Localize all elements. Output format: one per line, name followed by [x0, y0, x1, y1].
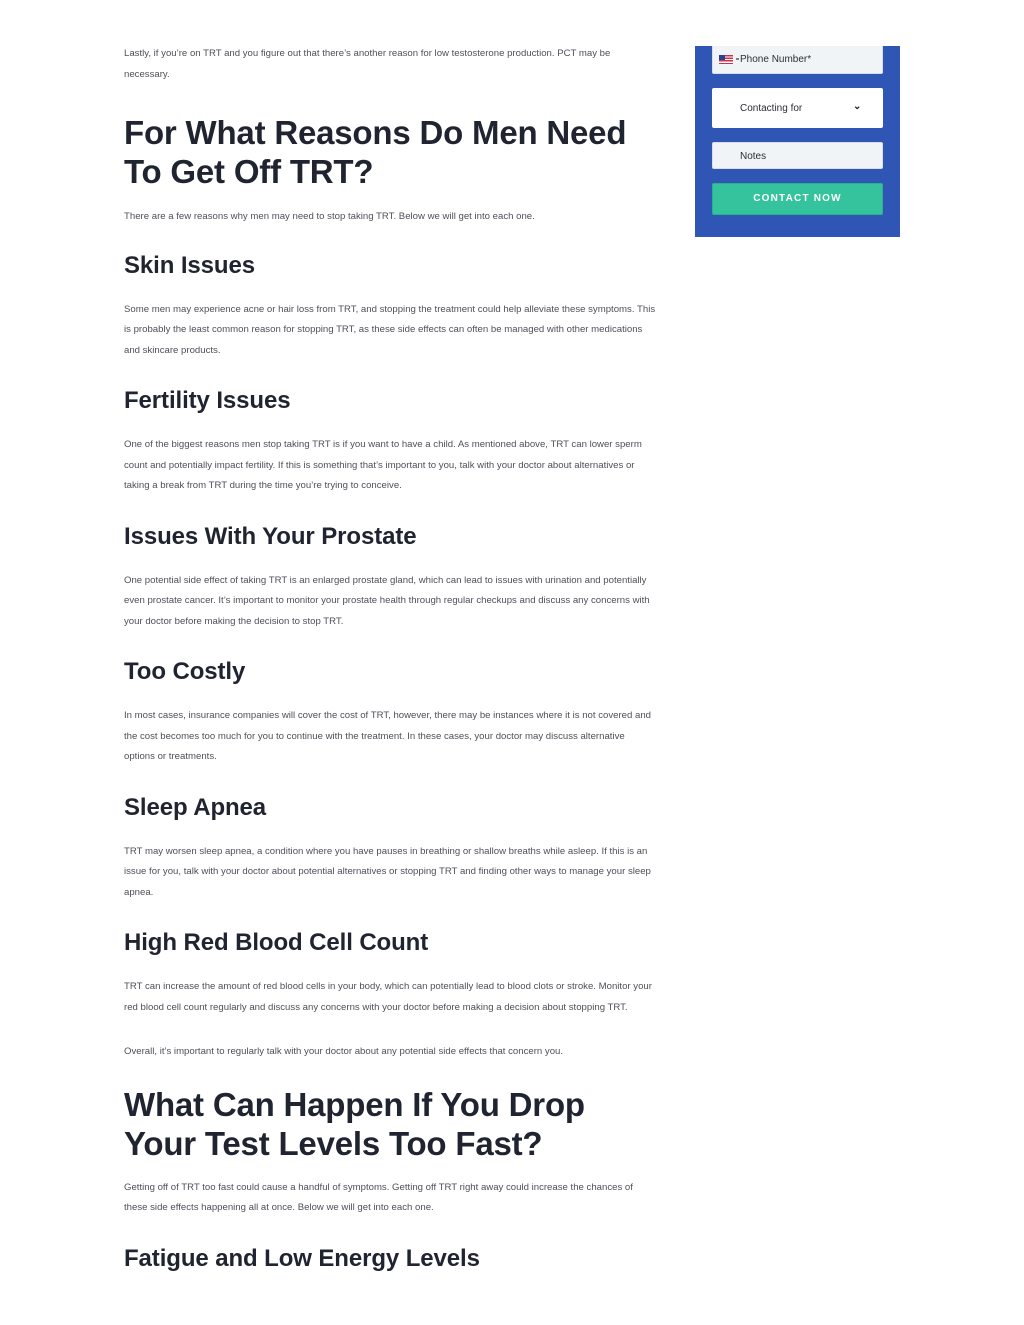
notes-placeholder: Notes — [740, 151, 767, 162]
heading-prostate-issues: Issues With Your Prostate — [124, 522, 417, 550]
fertility-paragraph: One of the biggest reasons men stop taking TRT is if you want to have a child. As mentioned above, TRT can lower sperm count and potentially impact fertility. If this is something that’s important to you, talk with your doctor about alternatives or taking a break from TRT during the time you’re trying to conceive. — [124, 439, 642, 491]
phone-field[interactable] — [712, 46, 883, 74]
heading-fatigue: Fatigue and Low Energy Levels — [124, 1244, 480, 1272]
article-content — [124, 44, 658, 1273]
heading-reasons: For What Reasons Do Men Need To Get Off TRT? — [124, 114, 627, 190]
heading-red-blood-cell: High Red Blood Cell Count — [124, 929, 429, 956]
phone-placeholder: Phone Number* — [740, 54, 812, 65]
reasons-paragraph: There are a few reasons why men may need to stop taking TRT. Below we will get into each one. — [124, 211, 535, 222]
rbc-paragraph: TRT can increase the amount of red blood cells in your body, which can potentially lead to blood clots or stroke. Monitor your red blood cell count regularly and discuss any concerns with your doctor before making a decision about stopping TRT. — [124, 981, 652, 1013]
skin-paragraph: Some men may experience acne or hair loss from TRT, and stopping the treatment could help alleviate these symptoms. This is probably the least common reason for stopping TRT, as these side effects can often be managed with other medications and skincare products. — [124, 303, 656, 356]
prostate-paragraph: One potential side effect of taking TRT is an enlarged prostate gland, which can lead to issues with urination and potentially even prostate cancer. It’s important to monitor your prostate health through regular checkups and discuss any concerns with your doctor before making the decision to stop TRT. — [124, 574, 650, 627]
drop-paragraph: Getting off of TRT too fast could cause a handful of symptoms. Getting off TRT right away could increase the chances of these side effects happening all at once. Below we will get into each one. — [124, 1181, 633, 1213]
apnea-paragraph: TRT may worsen sleep apnea, a condition where you have pauses in breathing or shallow breaths while asleep. If this is an issue for you, talk with your doctor about potential alternatives or stopping TRT and finding other ways to manage your sleep apnea. — [124, 845, 651, 898]
contacting-for-label: Contacting for — [740, 103, 803, 114]
costly-paragraph: In most cases, insurance companies will cover the cost of TRT, however, there may be instances where it is not covered and the cost becomes too much for you to continue with the treatment. In these cases, your doctor may discuss alternative options or treatments. — [124, 710, 652, 762]
contacting-for-select[interactable] — [712, 88, 883, 128]
overall-paragraph: Overall, it’s important to regularly talk with your doctor about any potential side effects that concern you. — [124, 1046, 564, 1057]
chevron-down-icon: ⌄ — [853, 101, 862, 112]
heading-sleep-apnea: Sleep Apnea — [124, 793, 267, 821]
heading-drop-levels: What Can Happen If You Drop Your Test Levels Too Fast? — [124, 1085, 585, 1162]
notes-field[interactable] — [712, 142, 883, 169]
contact-form-panel — [695, 46, 900, 237]
heading-skin-issues: Skin Issues — [124, 251, 255, 279]
us-flag-icon[interactable] — [719, 55, 733, 64]
flag-dropdown-caret-icon — [736, 58, 739, 60]
intro-paragraph: Lastly, if you’re on TRT and you figure out that there’s another reason for low testosterone production. PCT may be necessary. — [124, 48, 611, 80]
contact-now-button[interactable]: CONTACT NOW — [712, 183, 883, 215]
heading-fertility-issues: Fertility Issues — [124, 387, 291, 414]
heading-too-costly: Too Costly — [124, 658, 246, 685]
